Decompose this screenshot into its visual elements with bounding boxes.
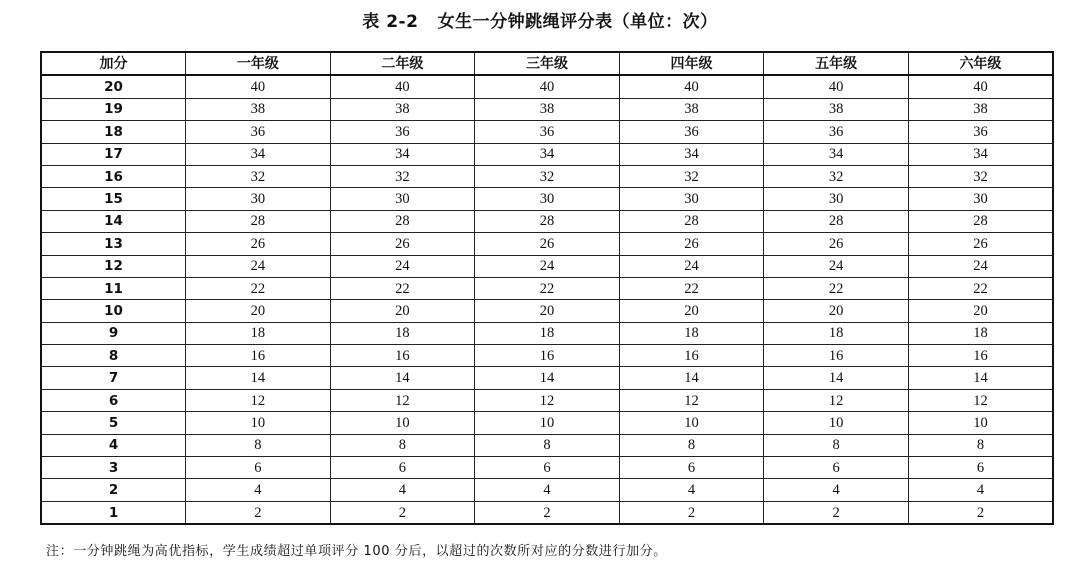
count-cell-grade-5: 30 [764, 188, 909, 210]
count-cell-grade-4: 8 [619, 434, 764, 456]
column-header-bonus-points: 加分 [41, 52, 186, 75]
column-header-grade-3: 三年级 [475, 52, 620, 75]
count-cell-grade-5: 32 [764, 165, 909, 187]
count-cell-grade-2: 14 [330, 367, 475, 389]
table-row [41, 75, 1053, 98]
bonus-points-cell: 4 [41, 434, 186, 456]
count-cell-grade-1: 36 [186, 121, 331, 143]
count-cell-grade-1: 4 [186, 479, 331, 501]
table-row [41, 121, 1053, 143]
count-cell-grade-1: 26 [186, 233, 331, 255]
bonus-points-cell: 8 [41, 345, 186, 367]
count-cell-grade-5: 10 [764, 412, 909, 434]
count-cell-grade-2: 6 [330, 457, 475, 479]
table-row [41, 412, 1053, 434]
count-cell-grade-4: 22 [619, 277, 764, 299]
count-cell-grade-3: 14 [475, 367, 620, 389]
bonus-points-cell: 19 [41, 98, 186, 120]
count-cell-grade-6: 16 [908, 345, 1053, 367]
count-cell-grade-3: 8 [475, 434, 620, 456]
count-cell-grade-1: 10 [186, 412, 331, 434]
bonus-points-cell: 9 [41, 322, 186, 344]
count-cell-grade-1: 30 [186, 188, 331, 210]
count-cell-grade-6: 8 [908, 434, 1053, 456]
count-cell-grade-2: 30 [330, 188, 475, 210]
table-row [41, 345, 1053, 367]
count-cell-grade-2: 18 [330, 322, 475, 344]
count-cell-grade-3: 30 [475, 188, 620, 210]
bonus-points-cell: 18 [41, 121, 186, 143]
count-cell-grade-2: 8 [330, 434, 475, 456]
count-cell-grade-4: 4 [619, 479, 764, 501]
column-header-grade-4: 四年级 [619, 52, 764, 75]
table-row [41, 210, 1053, 232]
count-cell-grade-5: 36 [764, 121, 909, 143]
count-cell-grade-1: 32 [186, 165, 331, 187]
table-row [41, 479, 1053, 501]
table-row [41, 277, 1053, 299]
bonus-points-cell: 5 [41, 412, 186, 434]
count-cell-grade-3: 26 [475, 233, 620, 255]
table-row [41, 501, 1053, 524]
table-title: 表 2-2 女生一分钟跳绳评分表（单位：次） [362, 12, 718, 32]
count-cell-grade-6: 34 [908, 143, 1053, 165]
count-cell-grade-6: 40 [908, 75, 1053, 98]
count-cell-grade-6: 30 [908, 188, 1053, 210]
table-row [41, 98, 1053, 120]
count-cell-grade-3: 38 [475, 98, 620, 120]
count-cell-grade-3: 18 [475, 322, 620, 344]
bonus-points-cell: 13 [41, 233, 186, 255]
count-cell-grade-1: 34 [186, 143, 331, 165]
count-cell-grade-5: 4 [764, 479, 909, 501]
count-cell-grade-6: 20 [908, 300, 1053, 322]
count-cell-grade-6: 4 [908, 479, 1053, 501]
count-cell-grade-3: 28 [475, 210, 620, 232]
count-cell-grade-3: 34 [475, 143, 620, 165]
bonus-points-cell: 11 [41, 277, 186, 299]
header-row [41, 52, 1053, 75]
count-cell-grade-5: 12 [764, 389, 909, 411]
table-row [41, 233, 1053, 255]
count-cell-grade-3: 36 [475, 121, 620, 143]
count-cell-grade-1: 24 [186, 255, 331, 277]
count-cell-grade-2: 36 [330, 121, 475, 143]
count-cell-grade-1: 38 [186, 98, 331, 120]
count-cell-grade-6: 32 [908, 165, 1053, 187]
count-cell-grade-1: 2 [186, 501, 331, 524]
count-cell-grade-2: 10 [330, 412, 475, 434]
bonus-points-cell: 6 [41, 389, 186, 411]
count-cell-grade-5: 24 [764, 255, 909, 277]
table-row [41, 188, 1053, 210]
count-cell-grade-2: 38 [330, 98, 475, 120]
count-cell-grade-3: 40 [475, 75, 620, 98]
table-row [41, 367, 1053, 389]
count-cell-grade-1: 16 [186, 345, 331, 367]
bonus-points-cell: 2 [41, 479, 186, 501]
count-cell-grade-4: 34 [619, 143, 764, 165]
bonus-points-cell: 20 [41, 75, 186, 98]
bonus-points-cell: 12 [41, 255, 186, 277]
count-cell-grade-6: 26 [908, 233, 1053, 255]
jump-rope-score-table [40, 51, 1054, 525]
count-cell-grade-3: 16 [475, 345, 620, 367]
count-cell-grade-3: 4 [475, 479, 620, 501]
count-cell-grade-2: 22 [330, 277, 475, 299]
count-cell-grade-5: 34 [764, 143, 909, 165]
count-cell-grade-1: 20 [186, 300, 331, 322]
count-cell-grade-3: 12 [475, 389, 620, 411]
count-cell-grade-4: 30 [619, 188, 764, 210]
count-cell-grade-6: 2 [908, 501, 1053, 524]
footnote: 注：一分钟跳绳为高优指标，学生成绩超过单项评分 100 分后，以超过的次数所对应的分数进行加分。 [46, 544, 667, 559]
count-cell-grade-5: 18 [764, 322, 909, 344]
count-cell-grade-4: 12 [619, 389, 764, 411]
count-cell-grade-1: 40 [186, 75, 331, 98]
count-cell-grade-3: 22 [475, 277, 620, 299]
count-cell-grade-5: 22 [764, 277, 909, 299]
count-cell-grade-4: 24 [619, 255, 764, 277]
count-cell-grade-1: 6 [186, 457, 331, 479]
count-cell-grade-6: 38 [908, 98, 1053, 120]
count-cell-grade-4: 16 [619, 345, 764, 367]
bonus-points-cell: 7 [41, 367, 186, 389]
count-cell-grade-3: 6 [475, 457, 620, 479]
bonus-points-cell: 16 [41, 165, 186, 187]
table-row [41, 143, 1053, 165]
table-row [41, 457, 1053, 479]
count-cell-grade-4: 10 [619, 412, 764, 434]
count-cell-grade-6: 36 [908, 121, 1053, 143]
count-cell-grade-1: 22 [186, 277, 331, 299]
count-cell-grade-1: 14 [186, 367, 331, 389]
count-cell-grade-6: 18 [908, 322, 1053, 344]
column-header-grade-5: 五年级 [764, 52, 909, 75]
bonus-points-cell: 17 [41, 143, 186, 165]
count-cell-grade-1: 28 [186, 210, 331, 232]
count-cell-grade-4: 36 [619, 121, 764, 143]
count-cell-grade-4: 26 [619, 233, 764, 255]
bonus-points-cell: 15 [41, 188, 186, 210]
count-cell-grade-5: 28 [764, 210, 909, 232]
count-cell-grade-1: 8 [186, 434, 331, 456]
count-cell-grade-3: 20 [475, 300, 620, 322]
count-cell-grade-4: 32 [619, 165, 764, 187]
count-cell-grade-4: 14 [619, 367, 764, 389]
count-cell-grade-5: 8 [764, 434, 909, 456]
count-cell-grade-6: 24 [908, 255, 1053, 277]
count-cell-grade-4: 20 [619, 300, 764, 322]
bonus-points-cell: 10 [41, 300, 186, 322]
count-cell-grade-6: 6 [908, 457, 1053, 479]
count-cell-grade-5: 40 [764, 75, 909, 98]
count-cell-grade-2: 2 [330, 501, 475, 524]
table-row [41, 165, 1053, 187]
count-cell-grade-2: 28 [330, 210, 475, 232]
count-cell-grade-4: 28 [619, 210, 764, 232]
count-cell-grade-5: 14 [764, 367, 909, 389]
count-cell-grade-1: 12 [186, 389, 331, 411]
count-cell-grade-5: 26 [764, 233, 909, 255]
column-header-grade-6: 六年级 [908, 52, 1053, 75]
count-cell-grade-6: 14 [908, 367, 1053, 389]
table-row [41, 434, 1053, 456]
table-row [41, 389, 1053, 411]
count-cell-grade-3: 2 [475, 501, 620, 524]
column-header-grade-2: 二年级 [330, 52, 475, 75]
count-cell-grade-5: 2 [764, 501, 909, 524]
count-cell-grade-5: 20 [764, 300, 909, 322]
count-cell-grade-3: 10 [475, 412, 620, 434]
count-cell-grade-2: 26 [330, 233, 475, 255]
count-cell-grade-4: 38 [619, 98, 764, 120]
table-row [41, 300, 1053, 322]
table-row [41, 255, 1053, 277]
count-cell-grade-4: 18 [619, 322, 764, 344]
count-cell-grade-5: 16 [764, 345, 909, 367]
count-cell-grade-5: 38 [764, 98, 909, 120]
count-cell-grade-2: 16 [330, 345, 475, 367]
count-cell-grade-6: 22 [908, 277, 1053, 299]
column-header-grade-1: 一年级 [186, 52, 331, 75]
count-cell-grade-2: 32 [330, 165, 475, 187]
count-cell-grade-6: 10 [908, 412, 1053, 434]
count-cell-grade-2: 40 [330, 75, 475, 98]
count-cell-grade-5: 6 [764, 457, 909, 479]
table-body [41, 75, 1053, 524]
bonus-points-cell: 1 [41, 501, 186, 524]
count-cell-grade-6: 12 [908, 389, 1053, 411]
count-cell-grade-2: 12 [330, 389, 475, 411]
count-cell-grade-2: 24 [330, 255, 475, 277]
count-cell-grade-2: 20 [330, 300, 475, 322]
table-row [41, 322, 1053, 344]
count-cell-grade-3: 32 [475, 165, 620, 187]
count-cell-grade-6: 28 [908, 210, 1053, 232]
count-cell-grade-3: 24 [475, 255, 620, 277]
bonus-points-cell: 3 [41, 457, 186, 479]
count-cell-grade-2: 4 [330, 479, 475, 501]
count-cell-grade-2: 34 [330, 143, 475, 165]
count-cell-grade-4: 2 [619, 501, 764, 524]
count-cell-grade-4: 6 [619, 457, 764, 479]
count-cell-grade-1: 18 [186, 322, 331, 344]
bonus-points-cell: 14 [41, 210, 186, 232]
count-cell-grade-4: 40 [619, 75, 764, 98]
